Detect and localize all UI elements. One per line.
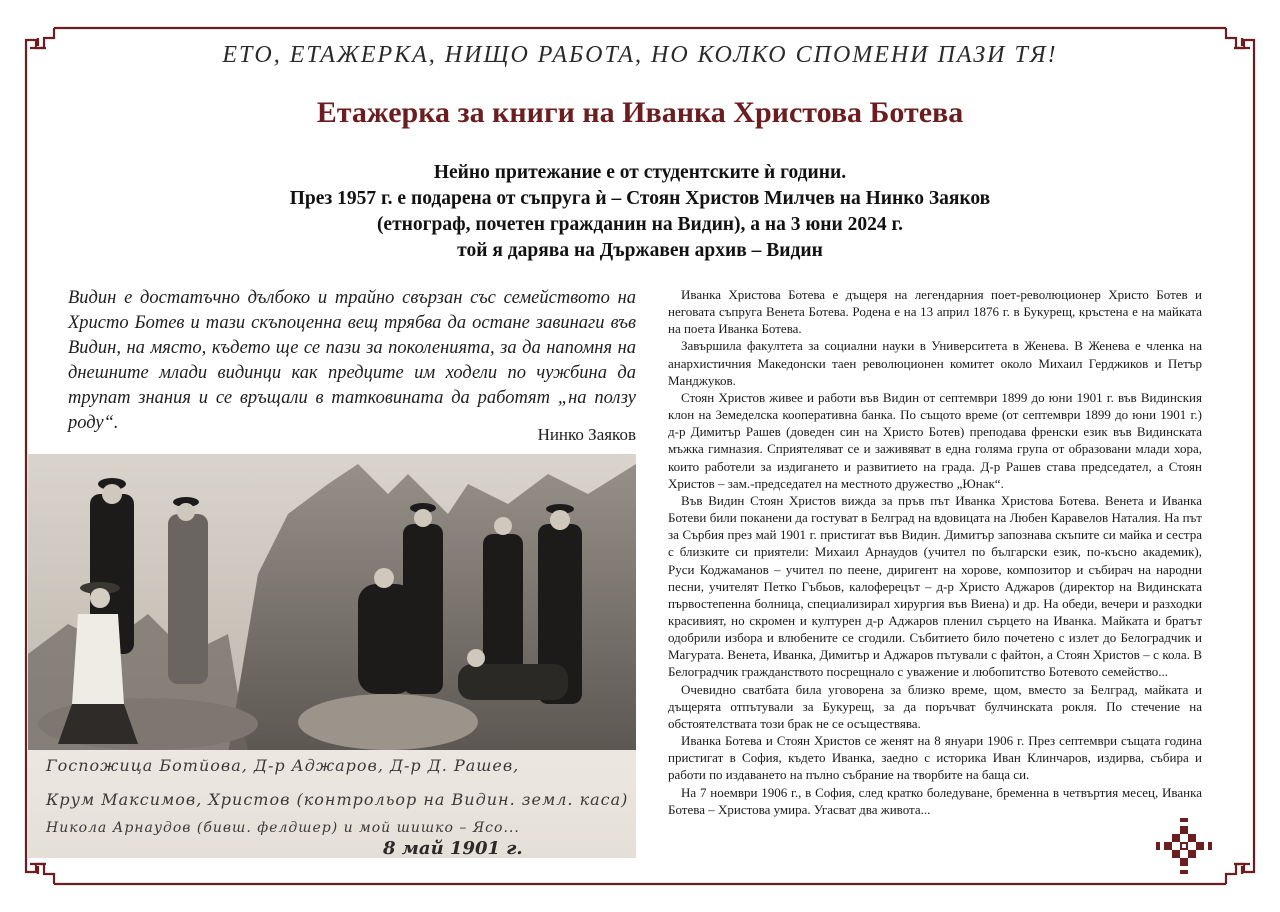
- caption-line: Крум Максимов, Христов (контрольор на Видин. земл. каса): [46, 790, 629, 809]
- article-paragraph: На 7 ноември 1906 г., в София, след кратко боледуване, бременна в четвъртия месец, Иванка Ботева – Христова умира. Угасват два живота...: [668, 784, 1202, 817]
- article-paragraph: Стоян Христов живее и работи във Видин от септември 1899 до юни 1901 г. във Видинския клон на Земеделска кооперативна банка. По същото време (от септември 1899 до юни 1901 г.) д-р Димитър Рашев (доведен син на Христо Ботев) преподава френски език във Видинската мъжка гимназия. Сприятеляват се и заживяват в една голяма група от образовани млади хора, които работели за издигането и развитието на града. Д-р Рашев става председател, а Стоян Христов – зам.-председател на местното дружество „Юнак“.: [668, 389, 1202, 491]
- subtitle-line: През 1957 г. е подарена от съпруга ѝ – Стоян Христов Милчев на Нинко Заяков: [289, 188, 991, 209]
- subtitle-line: Нейно притежание е от студентските ѝ години.: [433, 162, 847, 183]
- page-title: Етажерка за книги на Иванка Христова Ботева: [316, 96, 964, 129]
- article-paragraph: Завършила факултета за социални науки в Университета в Женева. В Женева е членка на анархистичния Македонски таен революционен комитет около Михаил Герджиков и Петър Манджуков.: [668, 338, 1202, 388]
- caption-date: 8 май 1901 г.: [383, 838, 523, 858]
- historical-photo: [28, 454, 636, 858]
- subtitle-line: той я дарява на Държавен архив – Видин: [457, 240, 823, 261]
- caption-line: Никола Арнаудов (бивш. фелдшер) и мой шишко – Ясо...: [46, 820, 520, 836]
- subtitle-line: (етнограф, почетен гражданин на Видин), а на 3 юни 2024 г.: [376, 214, 904, 235]
- quote-text: Видин е достатъчно дълбоко и трайно свързан със семейството на Христо Ботев и тази скъпоценна вещ трябва да остане завинаги във Видин, на място, където ще се пази за поколенията, за да напомня на днешните млади видинци как предците им ходели по чужбина да трупат знания и се връщали в татковината да работят „на ползу роду“.: [68, 288, 636, 433]
- group-portrait-image: [28, 454, 636, 754]
- photo-caption: [28, 750, 636, 858]
- page-subtitle: [200, 160, 1080, 264]
- caption-line: Госпожица Ботйова, Д-р Аджаров, Д-р Д. Рашев,: [46, 756, 520, 775]
- article-paragraph: Иванка Ботева и Стоян Христов се женят на 8 януари 1906 г. През септември същата година пристигат в София, където Иванка, заедно с историка Иван Клинчаров, издирва, събира и работи по издаването на пълно събрание на творбите на баща си.: [668, 733, 1202, 783]
- article-paragraph: Във Видин Стоян Христов вижда за пръв път Иванка Христова Ботева. Венета и Иванка Ботеви били поканени да гостуват в Белград на вдовицата на Любен Каравелов Наталия. На път за Сърбия през май 1901 г. пристигат във Видин. Димитър запознава скъпите си майка и сестра с близките си приятели: Михаил Арнаудов (учител по български език, по-късно академик), Руси Коджаманов – учител по пеене, диригент на хорове, композитор и събирач на народни песни, учителят Петко Гъбьов, калоферецът – д-р Христо Аджаров (директор на Видинската първостепенна болница, специализирал хирургия във Виена) и др. На обеди, вечери и разходки красивият, но скромен и културен д-р Аджаров пленил сърцето на Иванка. Майката и братът одобрили избора и влюбените се сгодили. Събитието било почетено с излет до Белоградчик и Магурата. Венета, Иванка, Димитър и Аджаров пътували с файтон, а Стоян Христов – с кола. В Белоградчик гражданството посрещнало с уважение и любопитство Ботевото семейство...: [668, 492, 1202, 680]
- article-paragraph: Иванка Христова Ботева е дъщеря на легендарния поет-революционер Христо Ботев и неговата съпруга Венета Ботева. Родена е на 13 април 1876 г. в Букурещ, кръстена е на майката на поета Иванка Ботева.: [668, 287, 1202, 337]
- quote-author: Нинко Заяков: [537, 425, 636, 444]
- embroidery-cross-ornament-icon: [1156, 818, 1212, 874]
- article-paragraph: Очевидно сватбата била уговорена за близко време, щом, вместо за Белград, майката и дъщерята отпътували за Букурещ, за да поръчват булчинската рокля. По стечение на обстоятелствата този брак не се осъществява.: [668, 681, 1202, 731]
- article-body: [668, 286, 1202, 818]
- page-motto: ЕТО, ЕТАЖЕРКА, НИЩО РАБОТА, НО КОЛКО СПОМЕНИ ПАЗИ ТЯ!: [222, 42, 1058, 68]
